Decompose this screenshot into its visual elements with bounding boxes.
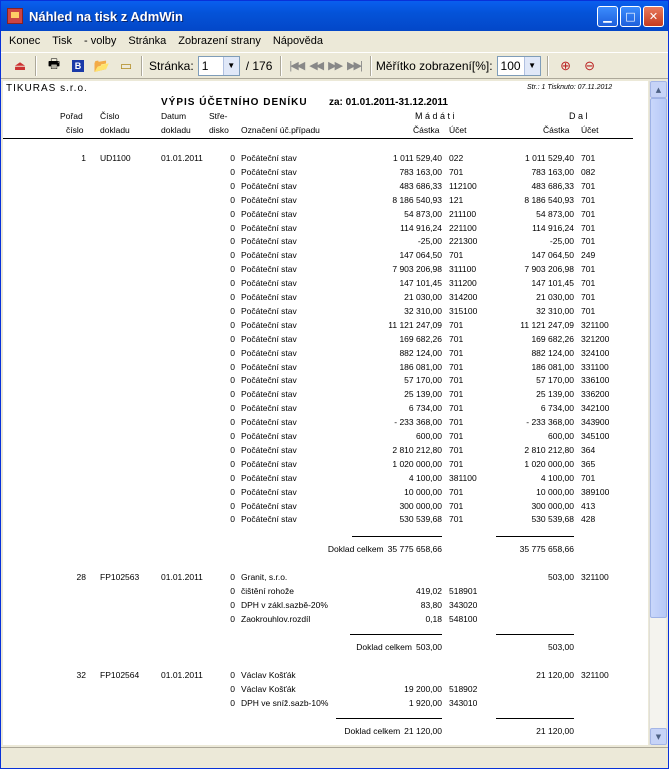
row-md-ucet: 701 xyxy=(449,319,464,330)
doc-datum: 01.01.2011 xyxy=(161,572,203,582)
menu-volby[interactable]: - volby xyxy=(83,35,117,47)
row-dal-castka: 147 064,50 xyxy=(531,250,574,261)
row-md-ucet: 211100 xyxy=(449,208,477,219)
row-dal-ucet: 701 xyxy=(581,472,596,483)
row-md-castka: 147 101,45 xyxy=(399,278,442,289)
row-dal-ucet: 701 xyxy=(581,292,596,302)
row-dal-ucet: 701 xyxy=(581,236,596,247)
doc-total-dal: 35 775 658,66 xyxy=(519,544,574,554)
row-stredisko: 0 xyxy=(230,180,235,191)
row-dal-castka: 6 734,00 xyxy=(540,403,574,414)
row-dal-castka: 21 120,00 xyxy=(536,670,574,680)
page-dropdown-icon[interactable]: ▼ xyxy=(223,57,239,75)
row-md-ucet: 701 xyxy=(449,375,464,386)
folder-icon: 📂 xyxy=(93,57,111,73)
row-dal-ucet: 701 xyxy=(581,194,596,205)
print-button[interactable] xyxy=(43,56,65,76)
doc-poradi: 1 xyxy=(81,153,86,163)
doc-poradi: 28 xyxy=(76,572,86,582)
open-button[interactable] xyxy=(91,56,113,76)
row-dal-castka: -25,00 xyxy=(549,236,574,247)
doc-cislo: FP102563 xyxy=(100,572,140,582)
hdr-dal-ucet: Účet xyxy=(581,125,599,135)
row-md-castka: -25,00 xyxy=(417,236,442,247)
row-md-castka: 11 121 247,09 xyxy=(388,319,442,330)
total-rule-dal xyxy=(496,536,574,537)
row-dal-ucet: 364 xyxy=(581,444,596,455)
row-oznaceni: Počáteční stav xyxy=(241,319,297,330)
row-oznaceni: DPH v zákl.sazbě-20% xyxy=(241,599,328,610)
row-stredisko: 0 xyxy=(230,683,235,694)
row-stredisko: 0 xyxy=(230,292,235,302)
row-md-castka: 57 170,00 xyxy=(404,375,442,386)
row-md-ucet: 701 xyxy=(449,389,464,400)
hdr-oznaceni: Označení úč.případu xyxy=(241,125,320,135)
print-setup-icon: B xyxy=(72,60,85,72)
doc-cislo: UD1100 xyxy=(100,153,131,163)
row-stredisko: 0 xyxy=(230,458,235,469)
row-dal-castka: 32 310,00 xyxy=(536,305,574,316)
hdr-dal: D a l xyxy=(569,111,588,121)
row-stredisko: 0 xyxy=(230,486,235,497)
row-md-ucet: 121 xyxy=(449,194,464,205)
row-md-ucet: 701 xyxy=(449,347,464,358)
row-md-ucet: 701 xyxy=(449,514,464,525)
print-setup-button[interactable] xyxy=(67,56,89,76)
row-md-castka: 10 000,00 xyxy=(404,486,442,497)
row-stredisko: 0 xyxy=(230,236,235,247)
menu-tisk[interactable]: Tisk xyxy=(52,35,72,47)
maximize-icon: □ xyxy=(625,10,636,23)
menu-bar xyxy=(1,31,668,51)
row-stredisko: 0 xyxy=(230,697,235,708)
row-md-ucet: 701 xyxy=(449,166,464,177)
page-total: / 176 xyxy=(245,58,273,73)
window-title: Náhled na tisk z AdmWin xyxy=(29,8,183,24)
row-md-ucet: 112100 xyxy=(449,180,477,191)
row-md-ucet: 701 xyxy=(449,361,464,372)
row-oznaceni: Počáteční stav xyxy=(241,431,297,441)
row-md-ucet: 343010 xyxy=(449,697,478,708)
row-dal-castka: 1 011 529,40 xyxy=(525,153,574,163)
row-dal-ucet: 082 xyxy=(581,166,596,177)
row-stredisko: 0 xyxy=(230,194,235,205)
menu-konec[interactable]: Konec xyxy=(9,35,41,47)
row-dal-ucet: 428 xyxy=(581,514,596,525)
minimize-icon: ▁ xyxy=(603,10,612,23)
row-oznaceni: Počáteční stav xyxy=(241,236,297,247)
row-md-castka: 419,02 xyxy=(416,585,442,596)
row-md-castka: 6 734,00 xyxy=(408,403,442,414)
scroll-thumb[interactable] xyxy=(650,98,667,618)
hdr-md-ucet: Účet xyxy=(449,125,467,135)
row-md-castka: 1 020 000,00 xyxy=(392,458,442,469)
total-rule-md xyxy=(336,718,442,719)
row-dal-castka: 114 916,24 xyxy=(532,222,574,233)
row-dal-castka: 11 121 247,09 xyxy=(520,319,574,330)
row-dal-ucet: 321100 xyxy=(581,319,609,330)
hdr-cislo2: dokladu xyxy=(100,125,130,135)
row-md-ucet: 701 xyxy=(449,417,464,428)
total-rule-dal xyxy=(496,718,574,719)
row-dal-ucet: 389100 xyxy=(581,486,610,497)
row-stredisko: 0 xyxy=(230,222,235,233)
menu-stranka[interactable]: Stránka xyxy=(128,35,167,47)
row-md-castka: 483 686,33 xyxy=(399,180,442,191)
row-oznaceni: Zaokrouhlov.rozdíl xyxy=(241,613,311,624)
report-page xyxy=(3,81,648,745)
zoom-in-icon: ⊕ xyxy=(560,57,571,73)
row-md-ucet: 343020 xyxy=(449,599,478,610)
row-dal-castka: 21 030,00 xyxy=(536,292,574,302)
menu-zobrazeni-strany[interactable]: Zobrazení strany xyxy=(178,35,261,47)
hdr-stredisko: Stře- xyxy=(209,111,228,121)
row-oznaceni: Počáteční stav xyxy=(241,278,297,289)
zoom-select[interactable] xyxy=(497,56,541,76)
hdr-cislo: Číslo xyxy=(100,111,120,121)
total-rule-md xyxy=(352,536,442,537)
row-md-ucet: 701 xyxy=(449,500,464,511)
row-md-ucet: 701 xyxy=(449,403,464,414)
menu-napoveda[interactable]: Nápověda xyxy=(272,35,323,47)
row-oznaceni: Počáteční stav xyxy=(241,292,297,302)
row-dal-castka: 483 686,33 xyxy=(531,180,574,191)
row-stredisko: 0 xyxy=(230,250,235,261)
row-dal-castka: 10 000,00 xyxy=(536,486,574,497)
doc-datum: 01.01.2011 xyxy=(161,670,203,680)
page-select-value: 1 xyxy=(201,58,209,73)
row-md-castka: 54 873,00 xyxy=(404,208,442,219)
doc-total-md: 503,00 xyxy=(416,642,442,652)
row-dal-ucet: 701 xyxy=(581,180,596,191)
row-md-castka: 600,00 xyxy=(416,431,442,441)
row-md-ucet: 022 xyxy=(449,153,464,163)
first-page-icon[interactable]: |◀◀ xyxy=(289,60,304,72)
row-md-castka: 83,80 xyxy=(420,599,442,610)
zoom-select-value: 100 xyxy=(500,58,521,73)
app-icon xyxy=(7,8,23,24)
row-stredisko: 0 xyxy=(230,389,235,400)
row-oznaceni: Počáteční stav xyxy=(241,486,297,497)
row-md-castka: 2 810 212,80 xyxy=(392,444,442,455)
row-dal-castka: 882 124,00 xyxy=(531,347,574,358)
row-oznaceni: Počáteční stav xyxy=(241,180,297,191)
scroll-up-icon[interactable]: ▲ xyxy=(650,81,667,98)
row-dal-ucet: 249 xyxy=(581,250,596,261)
row-md-castka: 169 682,26 xyxy=(399,333,442,344)
row-md-ucet: 315100 xyxy=(449,305,478,316)
row-md-ucet: 701 xyxy=(449,431,464,441)
row-oznaceni: Počáteční stav xyxy=(241,305,297,316)
doc-poradi: 32 xyxy=(76,670,86,680)
row-stredisko: 0 xyxy=(230,514,235,525)
row-md-castka: 1 011 529,40 xyxy=(393,153,442,163)
row-dal-ucet: 701 xyxy=(581,222,596,233)
title-bar[interactable] xyxy=(1,1,668,31)
row-dal-ucet: 345100 xyxy=(581,431,610,441)
doc-total-md: 21 120,00 xyxy=(404,726,442,736)
row-oznaceni: Počáteční stav xyxy=(241,389,297,400)
row-oznaceni: Počáteční stav xyxy=(241,333,297,344)
row-md-castka: 4 100,00 xyxy=(408,472,442,483)
doc-datum: 01.01.2011 xyxy=(161,153,203,163)
row-dal-castka: 25 139,00 xyxy=(536,389,574,400)
row-dal-castka: 783 163,00 xyxy=(531,166,574,177)
row-md-castka: - 233 368,00 xyxy=(394,417,442,428)
hdr-datum: Datum xyxy=(161,111,187,121)
row-dal-ucet: 342100 xyxy=(581,403,610,414)
doc-total xyxy=(272,544,442,554)
row-oznaceni: Počáteční stav xyxy=(241,250,297,261)
row-oznaceni: Počáteční stav xyxy=(241,361,297,372)
row-oznaceni: Počáteční stav xyxy=(241,222,297,233)
row-stredisko: 0 xyxy=(230,444,235,455)
row-dal-ucet: 321100 xyxy=(581,572,609,582)
total-rule-dal xyxy=(496,634,574,635)
row-stredisko: 0 xyxy=(230,278,235,289)
row-dal-ucet: 321200 xyxy=(581,333,610,344)
row-md-ucet: 381100 xyxy=(449,472,477,483)
doc-total xyxy=(272,726,442,736)
row-md-castka: 1 920,00 xyxy=(408,697,442,708)
row-md-ucet: 311200 xyxy=(449,278,477,289)
row-stredisko: 0 xyxy=(230,319,235,330)
row-stredisko: 0 xyxy=(230,417,235,428)
row-dal-castka: 530 539,68 xyxy=(531,514,574,525)
row-md-castka: 147 064,50 xyxy=(399,250,442,261)
row-md-ucet: 221300 xyxy=(449,236,478,247)
doc-total xyxy=(272,642,442,652)
row-stredisko: 0 xyxy=(230,208,235,219)
row-stredisko: 0 xyxy=(230,264,235,275)
row-md-ucet: 518902 xyxy=(449,683,478,694)
status-bar xyxy=(1,747,668,768)
row-oznaceni: DPH ve sníž.sazb-10% xyxy=(241,697,329,708)
page-select[interactable] xyxy=(198,56,240,76)
hdr-poradi2: číslo xyxy=(66,125,84,135)
row-md-ucet: 701 xyxy=(449,444,464,455)
row-dal-castka: 2 810 212,80 xyxy=(524,444,574,455)
row-md-castka: 114 916,24 xyxy=(400,222,442,233)
row-oznaceni: Počáteční stav xyxy=(241,444,297,455)
row-md-castka: 7 903 206,98 xyxy=(392,264,442,275)
zoom-out-icon: ⊖ xyxy=(584,57,595,73)
row-dal-castka: 147 101,45 xyxy=(531,278,574,289)
zoom-label: Měřítko zobrazení[%]: xyxy=(375,58,493,73)
row-oznaceni: Počáteční stav xyxy=(241,458,297,469)
row-dal-ucet: 701 xyxy=(581,208,596,219)
row-oznaceni: Počáteční stav xyxy=(241,500,297,511)
doc-total-dal: 503,00 xyxy=(548,642,574,652)
row-md-castka: 530 539,68 xyxy=(399,514,442,525)
last-page-icon[interactable]: ▶▶| xyxy=(347,60,361,72)
header-rule xyxy=(3,138,633,139)
page-info: Str.: 1 Tisknuto: 07.11.2012 xyxy=(527,84,613,91)
row-md-castka: 32 310,00 xyxy=(404,305,442,316)
row-oznaceni: Počáteční stav xyxy=(241,403,297,414)
row-stredisko: 0 xyxy=(230,472,235,483)
exit-button[interactable] xyxy=(9,56,31,76)
minimize-button[interactable] xyxy=(597,6,618,27)
row-stredisko: 0 xyxy=(230,333,235,344)
row-md-ucet: 548100 xyxy=(449,613,478,624)
row-md-ucet: 314200 xyxy=(449,292,478,302)
row-md-castka: 8 186 540,93 xyxy=(392,194,442,205)
report-title: VÝPIS ÚČETNÍHO DENÍKU xyxy=(161,97,308,108)
hdr-stredisko2: disko xyxy=(209,125,229,135)
next-page-icon[interactable]: ▶▶ xyxy=(328,60,342,72)
page-label: Stránka: xyxy=(149,58,194,73)
hdr-md-castka: Částka xyxy=(413,125,440,135)
row-oznaceni: Václav Košťák xyxy=(241,670,296,680)
row-stredisko: 0 xyxy=(230,375,235,386)
close-button[interactable] xyxy=(643,6,664,27)
row-md-castka: 300 000,00 xyxy=(399,500,442,511)
row-md-ucet: 311100 xyxy=(449,264,477,275)
row-dal-ucet: 343900 xyxy=(581,417,610,428)
row-dal-ucet: 336200 xyxy=(581,389,610,400)
zoom-out-button[interactable] xyxy=(579,56,601,76)
row-md-ucet: 221100 xyxy=(449,222,477,233)
export-button[interactable] xyxy=(115,56,137,76)
row-stredisko: 0 xyxy=(230,500,235,511)
vertical-scrollbar[interactable] xyxy=(649,81,666,745)
row-oznaceni: Počáteční stav xyxy=(241,194,297,205)
row-dal-castka: 186 081,00 xyxy=(531,361,574,372)
row-md-ucet: 518901 xyxy=(449,585,478,596)
row-stredisko: 0 xyxy=(230,572,235,582)
row-md-ucet: 701 xyxy=(449,333,464,344)
row-dal-ucet: 365 xyxy=(581,458,596,469)
row-stredisko: 0 xyxy=(230,403,235,414)
row-stredisko: 0 xyxy=(230,347,235,358)
row-stredisko: 0 xyxy=(230,305,235,316)
row-md-castka: 21 030,00 xyxy=(404,292,442,302)
row-dal-ucet: 331100 xyxy=(581,361,609,372)
row-dal-castka: 503,00 xyxy=(548,572,574,582)
row-dal-castka: 7 903 206,98 xyxy=(524,264,574,275)
company-name: TIKURAS s.r.o. xyxy=(6,83,88,94)
row-stredisko: 0 xyxy=(230,361,235,372)
row-oznaceni: Václav Košťák xyxy=(241,683,296,694)
doc-total-dal: 21 120,00 xyxy=(536,726,574,736)
row-dal-castka: 57 170,00 xyxy=(536,375,574,386)
row-dal-ucet: 701 xyxy=(581,153,596,163)
exit-icon: ⏏ xyxy=(13,57,27,73)
doc-total-md: 35 775 658,66 xyxy=(387,544,442,554)
row-dal-castka: 169 682,26 xyxy=(531,333,574,344)
doc-cislo: FP102564 xyxy=(100,670,140,680)
maximize-button[interactable] xyxy=(620,6,641,27)
row-dal-castka: 4 100,00 xyxy=(540,472,574,483)
row-oznaceni: Počáteční stav xyxy=(241,208,297,219)
row-dal-ucet: 413 xyxy=(581,500,596,511)
export-icon: ▭ xyxy=(119,57,133,73)
row-dal-castka: 1 020 000,00 xyxy=(524,458,574,469)
row-dal-ucet: 701 xyxy=(581,278,596,289)
row-oznaceni: Počáteční stav xyxy=(241,514,297,525)
prev-page-icon[interactable]: ◀◀ xyxy=(309,60,323,72)
hdr-datum2: dokladu xyxy=(161,125,191,135)
row-oznaceni: Počáteční stav xyxy=(241,347,297,358)
row-oznaceni: Počáteční stav xyxy=(241,417,297,428)
row-md-castka: 186 081,00 xyxy=(399,361,442,372)
row-oznaceni: Granit, s.r.o. xyxy=(241,572,288,582)
row-dal-castka: - 233 368,00 xyxy=(526,417,574,428)
row-md-ucet: 701 xyxy=(449,458,464,469)
row-dal-ucet: 321100 xyxy=(581,670,609,680)
row-dal-ucet: 701 xyxy=(581,264,596,275)
row-md-castka: 25 139,00 xyxy=(404,389,442,400)
row-dal-ucet: 336100 xyxy=(581,375,610,386)
row-stredisko: 0 xyxy=(230,153,235,163)
close-icon: ✕ xyxy=(648,10,659,23)
doc-total-label: Doklad celkem xyxy=(356,642,412,652)
row-dal-castka: 8 186 540,93 xyxy=(524,194,574,205)
hdr-md: M á d á t i xyxy=(415,111,455,121)
row-dal-ucet: 701 xyxy=(581,305,596,316)
row-oznaceni: Počáteční stav xyxy=(241,166,297,177)
row-stredisko: 0 xyxy=(230,166,235,177)
scroll-down-icon[interactable]: ▼ xyxy=(650,728,667,745)
printer-icon: 🖶 xyxy=(47,55,61,71)
row-md-ucet: 701 xyxy=(449,486,464,497)
doc-total-label: Doklad celkem xyxy=(344,726,401,736)
row-md-castka: 783 163,00 xyxy=(399,166,442,177)
row-dal-ucet: 324100 xyxy=(581,347,610,358)
row-stredisko: 0 xyxy=(230,599,235,610)
row-stredisko: 0 xyxy=(230,585,235,596)
row-stredisko: 0 xyxy=(230,431,235,441)
report-period: za: 01.01.2011-31.12.2011 xyxy=(329,97,448,108)
row-oznaceni: čištění rohože xyxy=(241,585,294,596)
hdr-dal-castka: Částka xyxy=(543,125,570,135)
toolbar xyxy=(1,52,668,79)
row-dal-castka: 600,00 xyxy=(548,431,574,441)
row-dal-castka: 54 873,00 xyxy=(536,208,574,219)
zoom-dropdown-icon[interactable]: ▼ xyxy=(524,57,540,75)
row-dal-castka: 300 000,00 xyxy=(531,500,574,511)
row-oznaceni: Počáteční stav xyxy=(241,264,297,275)
hdr-poradi: Pořad xyxy=(60,111,83,121)
row-md-ucet: 701 xyxy=(449,250,464,261)
zoom-in-button[interactable] xyxy=(555,56,577,76)
row-stredisko: 0 xyxy=(230,613,235,624)
row-md-castka: 882 124,00 xyxy=(399,347,442,358)
total-rule-md xyxy=(350,634,442,635)
row-oznaceni: Počáteční stav xyxy=(241,472,297,483)
row-md-castka: 19 200,00 xyxy=(404,683,442,694)
row-md-castka: 0,18 xyxy=(425,613,442,624)
row-oznaceni: Počáteční stav xyxy=(241,153,297,163)
row-oznaceni: Počáteční stav xyxy=(241,375,297,386)
doc-total-label: Doklad celkem xyxy=(327,544,384,554)
row-stredisko: 0 xyxy=(230,670,235,680)
